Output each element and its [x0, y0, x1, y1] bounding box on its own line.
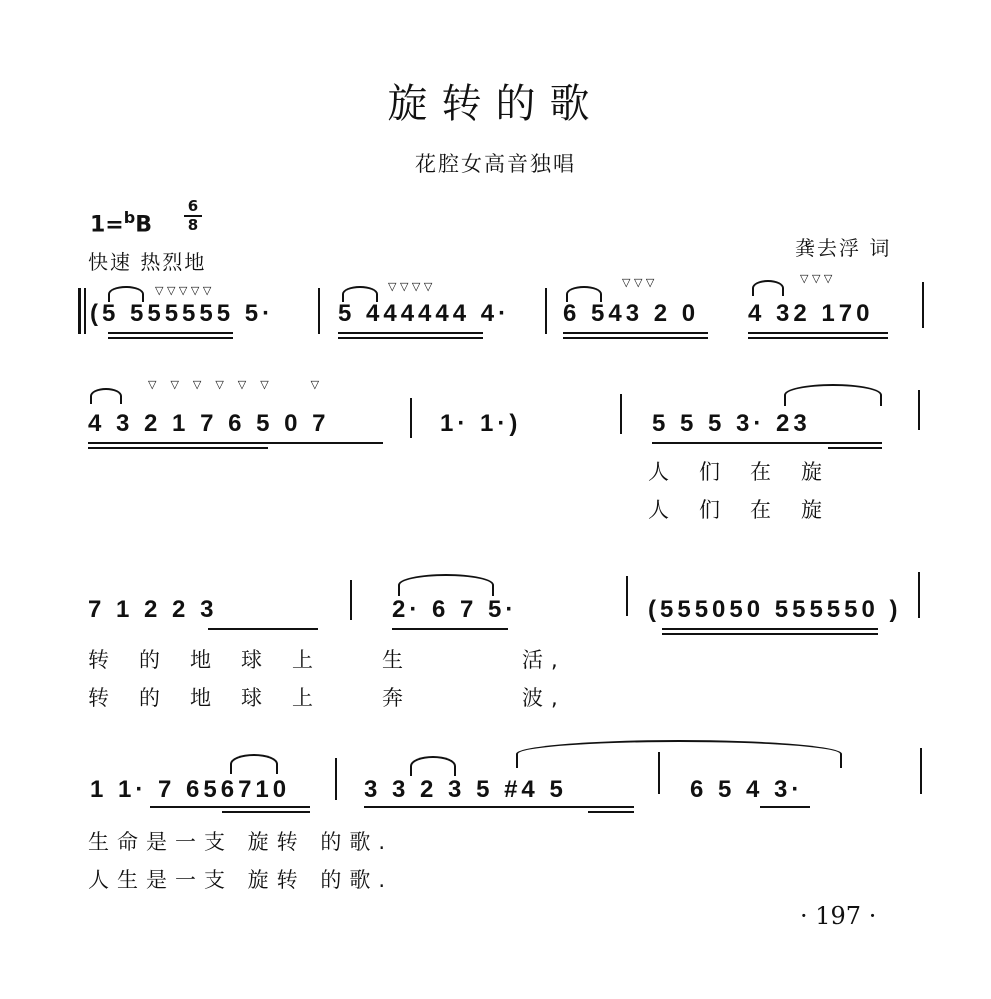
row4-measure2: 3 3 2 3 5 #4 5 [364, 776, 567, 803]
beam-line [563, 337, 708, 339]
slur-mark [398, 574, 494, 596]
row1-measure3a: 6 543 2 0 [563, 300, 700, 327]
repeat-barline [78, 288, 81, 334]
row4-measure3: 6 5 4 3· [690, 776, 804, 803]
row4-measure1: 1 1· 7 656710 [90, 776, 291, 803]
row3-measure2: 2· 6 7 5· [392, 596, 518, 623]
time-signature [184, 198, 202, 234]
staccato-marks: ▽ ▽ ▽ ▽ ▽ [155, 284, 212, 297]
beam-line [150, 806, 310, 808]
beam-line [652, 442, 882, 444]
key-signature [90, 208, 152, 237]
row2-measure1: 4 3 2 1 7 6 5 0 7 [88, 410, 330, 437]
staccato-marks: ▽ ▽ ▽ [622, 276, 655, 289]
row3-lyric-line2b: 奔 [382, 686, 433, 710]
key-prefix: 1= [90, 212, 124, 238]
page-title: 旋转的歌 [387, 81, 604, 127]
barline [335, 758, 337, 800]
row2-lyric-line1: 人们在旋 [648, 460, 852, 484]
slur-mark [566, 286, 602, 302]
slur-mark [90, 388, 122, 404]
lyricist-credit: 龚去浮 词 [795, 236, 892, 260]
slur-mark [752, 280, 784, 296]
meter-bottom: 8 [187, 216, 199, 234]
subtitle: 花腔女高音独唱 [415, 152, 576, 176]
tempo-marking: 快速 热烈地 [88, 250, 207, 274]
beam-line [662, 633, 878, 635]
beam-line [828, 447, 882, 449]
staccato-marks: ▽ ▽ ▽ ▽ ▽ ▽ ▽ [148, 378, 320, 391]
row3-measure3: (555050 555550 ) [648, 596, 902, 623]
slur-mark [108, 286, 144, 302]
beam-line [338, 337, 483, 339]
beam-line [108, 337, 233, 339]
slur-mark [342, 286, 378, 302]
barline [918, 572, 920, 618]
row3-lyric-line2a: 转的地球上 [88, 686, 343, 710]
slur-mark [410, 756, 456, 776]
barline [545, 288, 547, 334]
row2-measure3: 5 5 5 3· 23 [652, 410, 811, 437]
row3-lyric-line1a: 转的地球上 [88, 648, 343, 672]
barline [922, 282, 924, 328]
row1-measure1: (5 555555 5· [90, 300, 275, 327]
beam-line [588, 811, 634, 813]
barline [620, 394, 622, 434]
beam-line [364, 806, 634, 808]
barline [920, 748, 922, 794]
barline [658, 752, 660, 794]
beam-line [88, 442, 383, 444]
row4-lyric-line2: 人生是一支 旋转 的歌. [88, 868, 394, 892]
staccato-marks: ▽ ▽ ▽ ▽ [388, 280, 433, 293]
repeat-barline-thin [84, 288, 86, 334]
beam-line [760, 806, 810, 808]
slur-mark [784, 384, 882, 406]
page-number: · 197 · [800, 902, 877, 930]
flat-sign: b [123, 208, 136, 227]
row3-measure1: 7 1 2 2 3 [88, 596, 218, 623]
beam-line [662, 628, 878, 630]
slur-mark [230, 754, 278, 774]
key-note: B [135, 212, 152, 238]
row1-measure3b: 4 32 170 [748, 300, 874, 327]
beam-line [748, 332, 888, 334]
row1-measure2: 5 444444 4· [338, 300, 511, 327]
barline [626, 576, 628, 616]
beam-line [88, 447, 268, 449]
barline [318, 288, 320, 334]
beam-line [563, 332, 708, 334]
beam-line [392, 628, 508, 630]
beam-line [208, 628, 318, 630]
beam-line [338, 332, 483, 334]
barline [350, 580, 352, 620]
beam-line [222, 811, 310, 813]
row3-lyric-line1b: 生 [382, 648, 433, 672]
row3-lyric-line1c: 活, [522, 648, 566, 672]
barline [918, 390, 920, 430]
meter-top: 6 [187, 197, 199, 215]
barline [410, 398, 412, 438]
beam-line [748, 337, 888, 339]
beam-line [108, 332, 233, 334]
row4-lyric-line1: 生命是一支 旋转 的歌. [88, 830, 394, 854]
row3-lyric-line2c: 波, [522, 686, 566, 710]
staccato-marks: ▽ ▽ ▽ [800, 272, 833, 285]
row2-measure2: 1· 1·) [440, 410, 522, 437]
slur-mark [516, 740, 842, 768]
row2-lyric-line2: 人们在旋 [648, 498, 852, 522]
